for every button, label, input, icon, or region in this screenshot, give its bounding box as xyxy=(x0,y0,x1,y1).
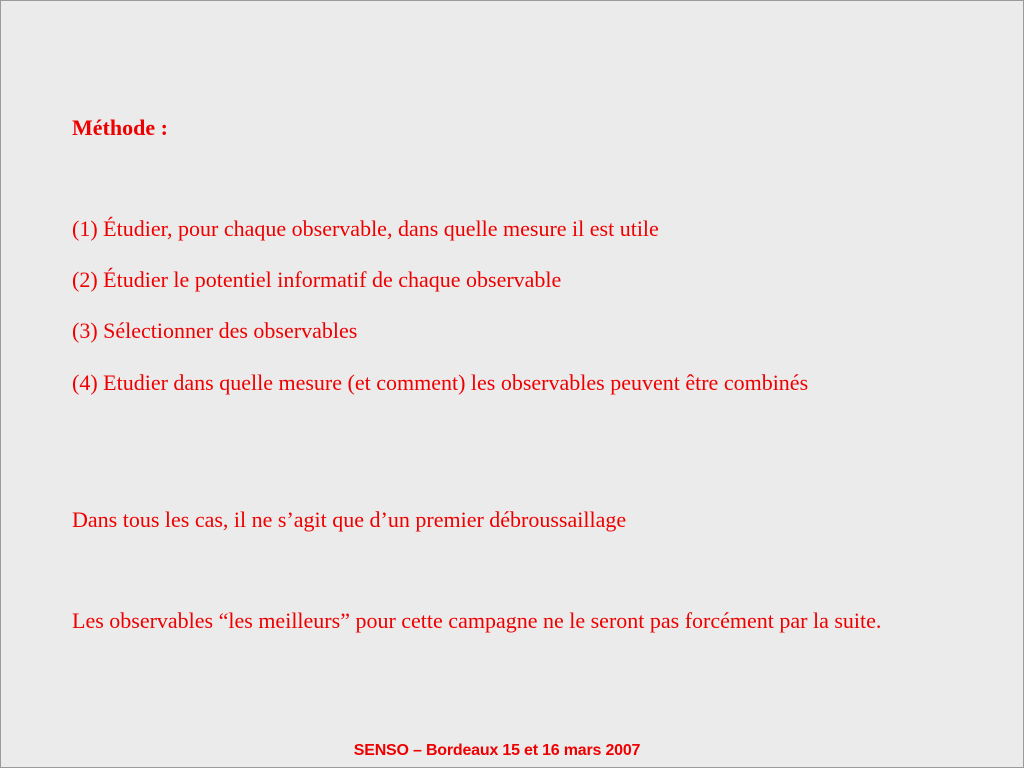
method-step-4: (4) Etudier dans quelle mesure (et comment) les observables peuvent être combinés xyxy=(72,370,809,395)
method-step-3: (3) Sélectionner des observables xyxy=(72,318,358,343)
slide-footer xyxy=(1,740,1023,762)
slide-title: Méthode : xyxy=(72,115,168,140)
note-paragraph-1: Dans tous les cas, il ne s’agit que d’un premier débroussaillage xyxy=(72,507,627,532)
footer-text: SENSO – Bordeaux 15 et 16 mars 2007 xyxy=(353,742,641,759)
method-step-1: (1) Étudier, pour chaque observable, dans quelle mesure il est utile xyxy=(72,216,659,241)
method-step-2: (2) Étudier le potentiel informatif de chaque observable xyxy=(72,267,562,292)
note-paragraph-2: Les observables “les meilleurs” pour cette campagne ne le seront pas forcément par la suite. xyxy=(72,608,882,633)
